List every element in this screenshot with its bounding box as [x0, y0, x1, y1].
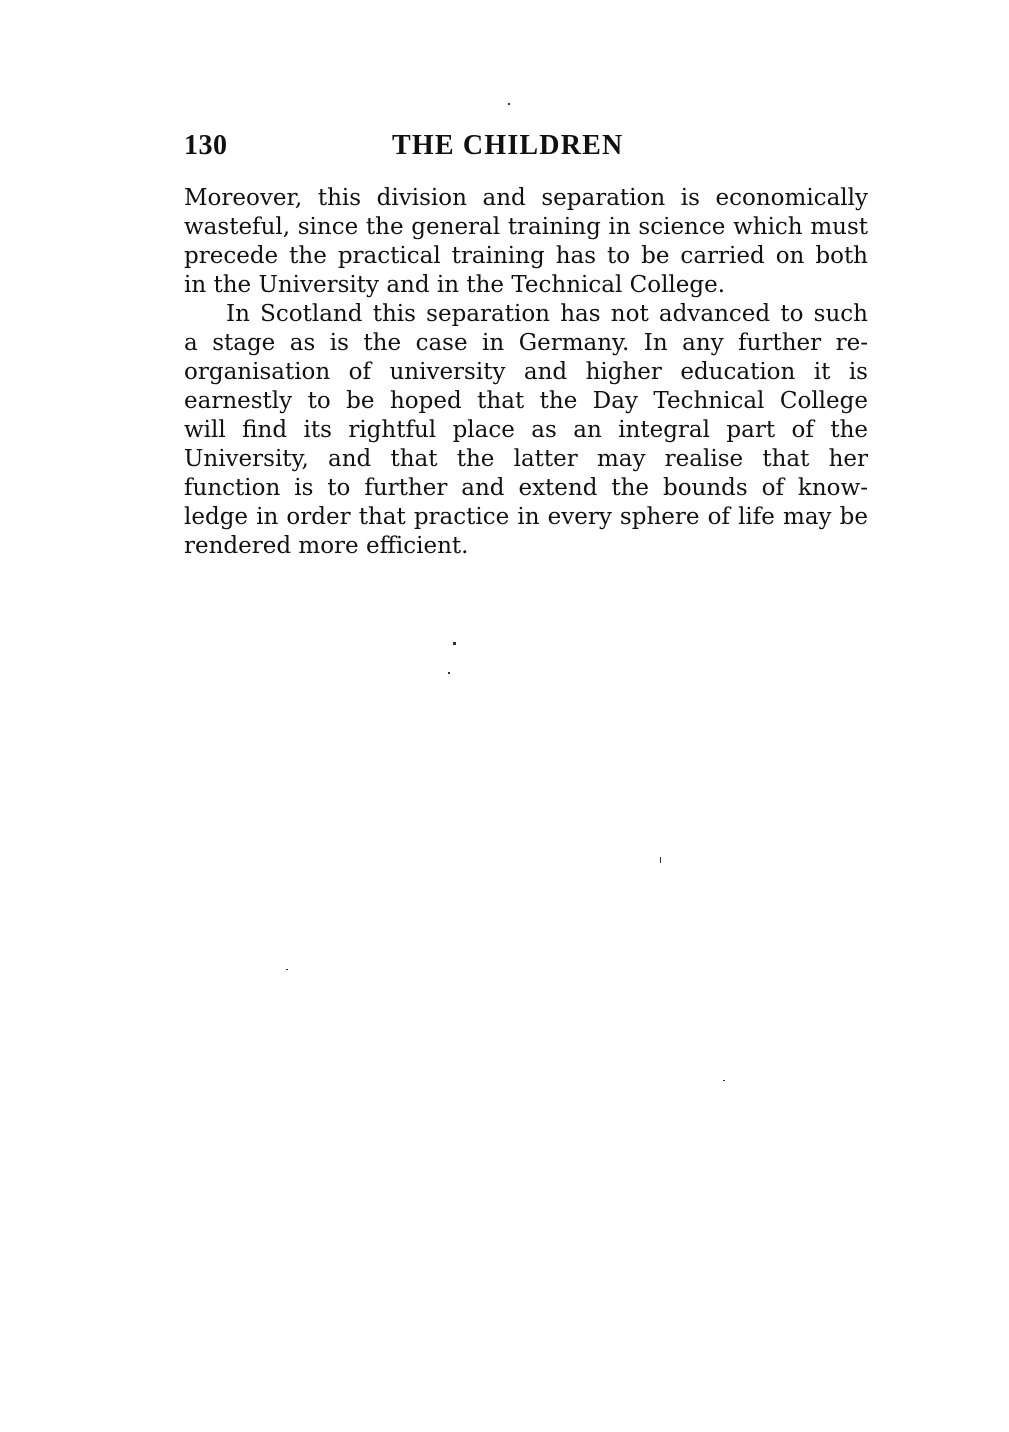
text-line: wasteful, since the general training in science which must [184, 214, 868, 240]
text-line: earnestly to be hoped that the Day Technical College [184, 388, 868, 414]
text-line: rendered more efficient. [184, 533, 469, 559]
scan-speck [453, 642, 456, 645]
paragraph-2 [184, 300, 868, 561]
text-line: in the University and in the Technical College. [184, 272, 726, 298]
paragraph-1 [184, 184, 868, 300]
scan-speck [660, 857, 661, 863]
text-line: In Scotland this separation has not advanced to such [226, 301, 868, 327]
text-line: precede the practical training has to be carried on both [184, 243, 868, 269]
scan-speck [286, 969, 288, 970]
running-head [184, 128, 868, 164]
text-line: a stage as is the case in Germany. In any further re- [184, 330, 868, 356]
text-line: will find its rightful place as an integral part of the [184, 417, 868, 443]
page-number: 130 [184, 130, 228, 161]
scan-speck [448, 672, 450, 674]
text-line: ledge in order that practice in every sphere of life may be [184, 504, 868, 530]
body-text [184, 184, 868, 561]
scan-speck [723, 1080, 725, 1081]
text-line: Moreover, this division and separation is economically [184, 185, 868, 211]
running-title: THE CHILDREN [392, 130, 624, 161]
scan-speck [508, 103, 510, 105]
text-line: University, and that the latter may realise that her [184, 446, 868, 472]
text-line: function is to further and extend the bounds of know- [184, 475, 868, 501]
text-line: organisation of university and higher education it is [184, 359, 868, 385]
